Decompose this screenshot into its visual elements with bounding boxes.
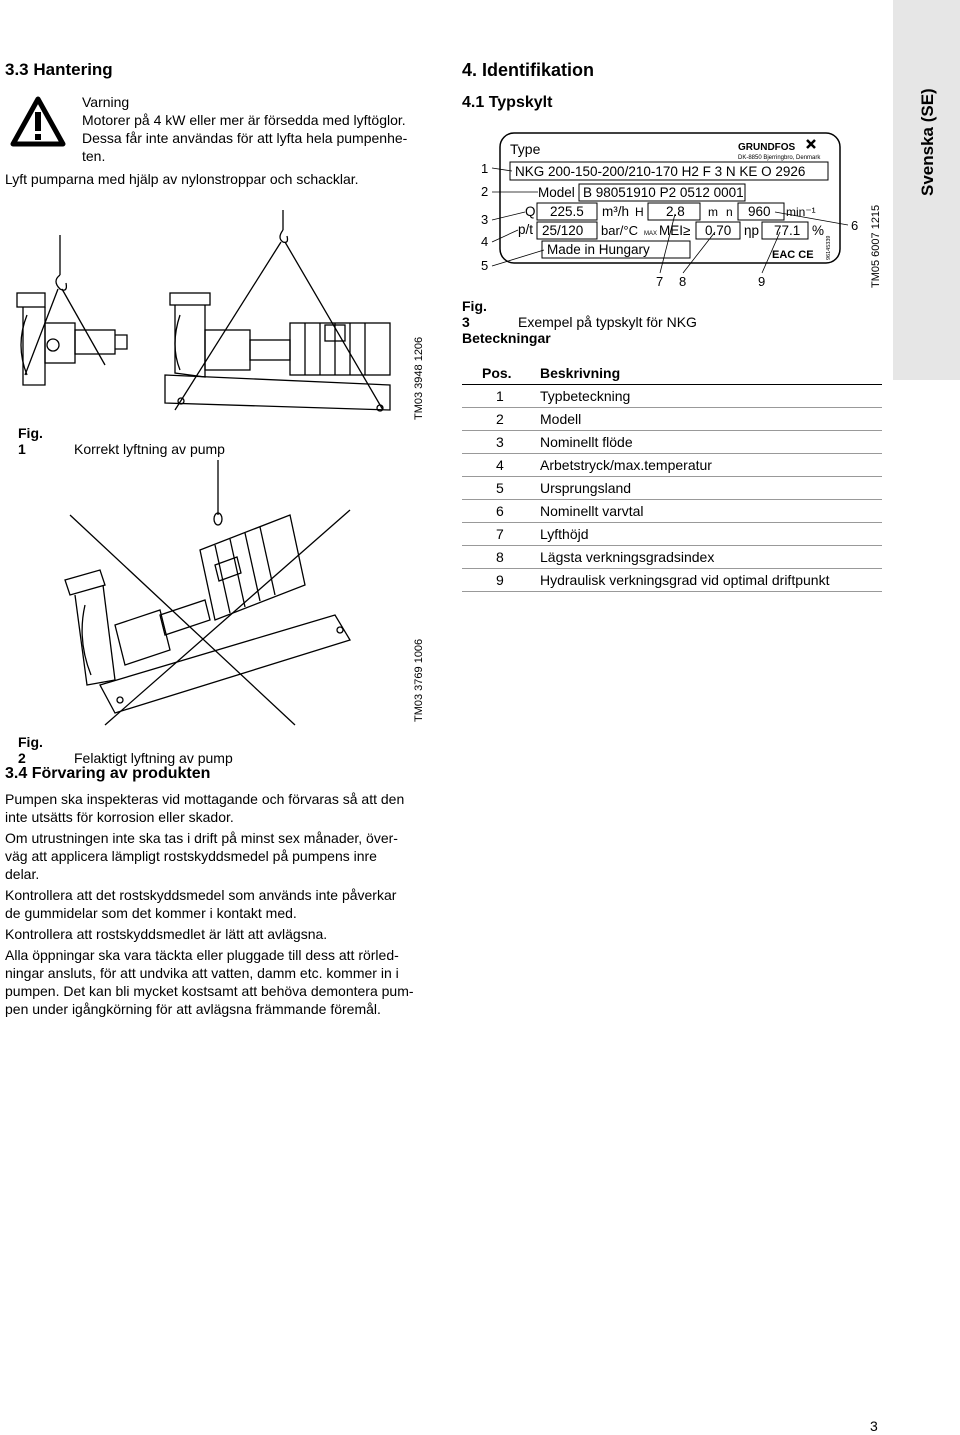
section-heading-storage: 3.4 Förvaring av produkten bbox=[5, 765, 211, 782]
text-line: väg att applicera lämpligt rostskyddsmedel på pumpens inre bbox=[5, 848, 377, 864]
table-cell-pos: 6 bbox=[462, 500, 540, 523]
text-line: Alla öppningar ska vara täckta eller pluggade till dess att rörled- bbox=[5, 947, 399, 963]
table-cell-description: Typbeteckning bbox=[540, 385, 882, 408]
storage-paragraph-4 bbox=[5, 925, 425, 943]
warning-title: Varning bbox=[82, 94, 130, 110]
table-header-pos: Pos. bbox=[462, 361, 540, 385]
plate-q-unit: m³/h bbox=[602, 204, 629, 219]
fig2-number: Fig. 2 bbox=[18, 734, 43, 766]
table-cell-description: Arbetstryck/max.temperatur bbox=[540, 454, 882, 477]
table-cell-description: Hydraulisk verkningsgrad vid optimal driftpunkt bbox=[540, 569, 882, 592]
fig1-text: Korrekt lyftning av pump bbox=[74, 441, 225, 457]
plate-pt-unit: bar/°C bbox=[601, 223, 638, 238]
table-row bbox=[462, 477, 882, 500]
callout-3: 3 bbox=[481, 212, 489, 227]
fig1-caption bbox=[18, 425, 225, 457]
text-line: inte utsätts för korrosion eller skador. bbox=[5, 809, 234, 825]
plate-q-label: Q bbox=[525, 204, 536, 219]
table-row bbox=[462, 385, 882, 408]
nameplate-illustration bbox=[470, 128, 870, 293]
callout-2: 2 bbox=[481, 184, 489, 199]
table-cell-description: Lägsta verkningsgradsindex bbox=[540, 546, 882, 569]
callout-8: 8 bbox=[679, 274, 687, 289]
text-line: Om utrustningen inte ska tas i drift på minst sex månader, över- bbox=[5, 830, 398, 846]
fig2-caption bbox=[18, 734, 233, 766]
plate-h-value: 2.8 bbox=[666, 204, 685, 219]
text-line: Kontrollera att rostskyddsmedlet är lätt att avlägsna. bbox=[5, 926, 328, 942]
section-heading-identification: 4. Identifikation bbox=[462, 60, 595, 80]
table-cell-description: Lyfthöjd bbox=[540, 523, 882, 546]
plate-h-label: H bbox=[635, 205, 644, 219]
text-line: de gummidelar som det kommer i kontakt med. bbox=[5, 905, 297, 921]
table-row bbox=[462, 408, 882, 431]
plate-eta-unit: % bbox=[812, 223, 825, 238]
table-row bbox=[462, 431, 882, 454]
plate-serial: 96145339 bbox=[826, 235, 832, 260]
table-row bbox=[462, 523, 882, 546]
plate-eta-label: ηp bbox=[744, 223, 760, 238]
table-cell-pos: 2 bbox=[462, 408, 540, 431]
storage-text bbox=[5, 790, 425, 1021]
callout-9: 9 bbox=[758, 274, 766, 289]
warning-icon bbox=[10, 96, 66, 148]
plate-brand: GRUNDFOS bbox=[738, 142, 796, 153]
table-cell-pos: 8 bbox=[462, 546, 540, 569]
plate-n-value: 960 bbox=[748, 204, 771, 219]
plate-n-label: n bbox=[726, 205, 733, 219]
table-cell-pos: 3 bbox=[462, 431, 540, 454]
text-line: Kontrollera att det rostskyddsmedel som används inte påverkar bbox=[5, 887, 397, 903]
warning-line-2: Dessa får inte användas för att lyfta hela pumpenhe- bbox=[82, 130, 408, 146]
grundfos-logo-icon bbox=[807, 140, 815, 148]
designations-heading: Beteckningar bbox=[462, 330, 551, 346]
fig2-code: TM03 3769 1006 bbox=[413, 638, 425, 722]
designations-table bbox=[462, 361, 882, 592]
table-cell-description: Nominellt flöde bbox=[540, 431, 882, 454]
table-row bbox=[462, 546, 882, 569]
fig3-caption bbox=[462, 298, 697, 330]
plate-pt-max: MAX bbox=[644, 231, 658, 237]
table-cell-description: Nominellt varvtal bbox=[540, 500, 882, 523]
callout-6: 6 bbox=[851, 218, 859, 233]
fig3-text: Exempel på typskylt för NKG bbox=[518, 314, 697, 330]
warning-line-1: Motorer på 4 kW eller mer är försedda med lyftöglor. bbox=[82, 112, 406, 128]
plate-pt-value: 25/120 bbox=[542, 223, 584, 238]
page-number: 3 bbox=[870, 1418, 878, 1434]
fig2-incorrect-lifting-illustration bbox=[5, 455, 405, 730]
table-cell-description: Ursprungsland bbox=[540, 477, 882, 500]
fig1-number: Fig. 1 bbox=[18, 425, 43, 457]
text-line: pumpen. Det kan bli mycket kostsamt att behöva demontera pum- bbox=[5, 983, 414, 999]
fig1-correct-lifting-illustration bbox=[5, 205, 405, 420]
text-line: pen under igångkörning för att avlägsna främmande föremål. bbox=[5, 1001, 381, 1017]
language-label: Svenska (SE) bbox=[918, 88, 937, 196]
lift-instruction: Lyft pumparna med hjälp av nylonstroppar och schacklar. bbox=[5, 171, 359, 187]
plate-mei-value: 0.70 bbox=[705, 223, 732, 238]
table-cell-pos: 9 bbox=[462, 569, 540, 592]
table-row bbox=[462, 569, 882, 592]
text-line: delar. bbox=[5, 866, 40, 882]
callout-5: 5 bbox=[481, 258, 489, 273]
table-header-row bbox=[462, 361, 882, 385]
table-row bbox=[462, 500, 882, 523]
text-line: ningar ansluts, för att undvika att vatten, damm etc. kommer in i bbox=[5, 965, 399, 981]
table-header-description: Beskrivning bbox=[540, 361, 882, 385]
table-row bbox=[462, 454, 882, 477]
section-heading-handling: 3.3 Hantering bbox=[5, 60, 113, 79]
plate-brand-address: DK-8850 Bjerringbro, Denmark bbox=[738, 155, 821, 161]
plate-mei-label: MEI≥ bbox=[659, 223, 691, 238]
plate-markings: EAC CE bbox=[772, 249, 814, 261]
callout-7: 7 bbox=[656, 274, 664, 289]
storage-paragraph-3 bbox=[5, 886, 425, 922]
plate-eta-value: 77.1 bbox=[774, 223, 801, 238]
table-cell-description: Modell bbox=[540, 408, 882, 431]
plate-model-label: Model bbox=[538, 185, 575, 200]
storage-paragraph-2 bbox=[5, 829, 425, 883]
table-cell-pos: 1 bbox=[462, 385, 540, 408]
plate-h-unit: m bbox=[708, 205, 718, 219]
plate-model-value: B 98051910 P2 0512 0001 bbox=[583, 185, 744, 200]
plate-n-unit: min⁻¹ bbox=[786, 205, 816, 219]
plate-type-value: NKG 200-150-200/210-170 H2 F 3 N KE O 2926 bbox=[515, 164, 806, 179]
storage-paragraph-1 bbox=[5, 790, 425, 826]
plate-origin: Made in Hungary bbox=[547, 242, 650, 257]
plate-q-value: 225.5 bbox=[550, 204, 584, 219]
callout-1: 1 bbox=[481, 161, 489, 176]
fig3-number: Fig. 3 bbox=[462, 298, 487, 330]
table-cell-pos: 7 bbox=[462, 523, 540, 546]
fig2-text: Felaktigt lyftning av pump bbox=[74, 750, 233, 766]
text-line: Pumpen ska inspekteras vid mottagande och förvaras så att den bbox=[5, 791, 405, 807]
fig1-code: TM03 3948 1206 bbox=[413, 336, 425, 420]
storage-paragraph-5 bbox=[5, 946, 425, 1018]
table-cell-pos: 5 bbox=[462, 477, 540, 500]
table-cell-pos: 4 bbox=[462, 454, 540, 477]
plate-type-label: Type bbox=[510, 141, 541, 157]
plate-pt-label: p/t bbox=[518, 222, 534, 237]
callout-4: 4 bbox=[481, 234, 489, 249]
warning-line-3: ten. bbox=[82, 148, 106, 164]
section-heading-nameplate: 4.1 Typskylt bbox=[462, 94, 553, 111]
fig3-code: TM05 6007 1215 bbox=[870, 204, 882, 288]
warning-box bbox=[82, 93, 407, 165]
